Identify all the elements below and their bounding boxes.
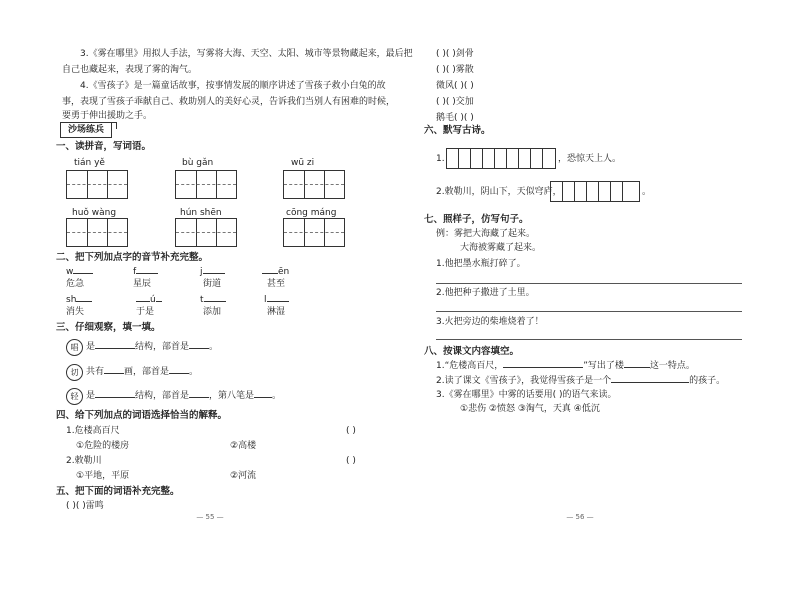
q7-2-answer-line[interactable] xyxy=(436,311,742,312)
q5-item-2[interactable]: ( )( )剑骨 xyxy=(436,49,474,59)
phonetic-4: ēn xyxy=(278,267,290,277)
phonetic-1: w xyxy=(66,267,74,277)
q5-item-1[interactable]: ( )( )雷鸣 xyxy=(66,501,104,511)
q3c-text-3: ，第八笔是 xyxy=(209,391,255,401)
section-8-title: 八、按课文内容填空。 xyxy=(424,346,520,357)
q4-1: 1.危楼高百尺 xyxy=(66,426,120,436)
phonetic-blank-3[interactable] xyxy=(203,273,225,274)
q7-3: 3.火把旁边的柴堆烧着了！ xyxy=(436,317,544,327)
writing-grid-4[interactable] xyxy=(66,218,128,247)
q8-2-text-a: 2.读了课文《雪孩子》，我觉得雪孩子是一个 xyxy=(436,376,612,386)
char-circle-qing: 轻 xyxy=(66,388,83,405)
word-2: 星辰 xyxy=(133,279,152,289)
q3a-blank-1[interactable] xyxy=(95,348,135,349)
q3b-blank-1[interactable] xyxy=(104,373,124,374)
writing-grid-3[interactable] xyxy=(283,170,345,199)
section-6-title: 六、默写古诗。 xyxy=(424,125,491,136)
q8-2-blank[interactable] xyxy=(611,382,689,383)
pinyin-2: bù gǎn xyxy=(182,158,214,168)
pinyin-3: wū zi xyxy=(291,158,315,168)
q5-item-6[interactable]: ( )( )交加 xyxy=(436,97,474,107)
q8-1-text-c: 这一特点。 xyxy=(649,361,695,371)
q4-2-opt-b[interactable]: ②河流 xyxy=(230,471,257,481)
section-1-title: 一、读拼音，写词语。 xyxy=(56,141,152,152)
q3a-text-3: 。 xyxy=(209,342,219,352)
q7-3-answer-line[interactable] xyxy=(436,339,742,340)
poem-1-tail: ，恐惊天上人。 xyxy=(558,154,622,164)
writing-grid-6[interactable] xyxy=(283,218,345,247)
text-p3b: 自己也藏起来，表现了雾的淘气。 xyxy=(62,65,198,75)
pinyin-5: hún shēn xyxy=(180,208,222,218)
phonetic-8: l xyxy=(264,295,267,305)
q8-1-text-a: 1.“危楼高百尺， xyxy=(436,361,504,371)
q5-item-3[interactable]: ( )( )雾散 xyxy=(436,65,474,75)
q3c-text-4: 。 xyxy=(272,391,282,401)
phonetic-blank-8[interactable] xyxy=(267,301,289,302)
text-p4: 4.《雪孩子》是一篇童话故事，按事情发展的顺序讲述了雪孩子救小白兔的故 xyxy=(80,81,386,91)
q5-item-4[interactable]: 微风( )( ) xyxy=(436,81,474,91)
text-p4b: 事，表现了雪孩子乖献自己、救助别人的美好心灵，告诉我们当别人有困难的时候， xyxy=(62,97,396,107)
example-1: 例：雾把大海藏了起来。 xyxy=(436,229,536,239)
q3c-text-1: 是 xyxy=(86,391,96,401)
q3b-text-2: 画，部首是 xyxy=(124,367,170,377)
poem-2-input[interactable] xyxy=(550,181,640,202)
text-p4c: 要勇于伸出援助之手。 xyxy=(62,111,153,121)
phonetic-5: sh xyxy=(66,295,77,305)
phonetic-blank-6[interactable] xyxy=(136,301,150,302)
poem-1-num: 1. xyxy=(436,154,445,164)
phonetic-blank-2[interactable] xyxy=(136,273,158,274)
q3b-text-3: 。 xyxy=(189,367,199,377)
phonetic-blank-6b[interactable] xyxy=(156,301,162,302)
section-7-title: 七、照样子，仿写句子。 xyxy=(424,214,529,225)
word-3: 街道 xyxy=(203,279,222,289)
phonetic-blank-7[interactable] xyxy=(204,301,226,302)
word-1: 危急 xyxy=(66,279,85,289)
q3a-text-1: 是 xyxy=(86,342,96,352)
phonetic-6: ú xyxy=(150,295,156,305)
q7-1: 1.他把墨水瓶打碎了。 xyxy=(436,259,526,269)
char-circle-chang: 唱 xyxy=(66,339,83,356)
word-6: 于是 xyxy=(136,307,155,317)
pinyin-1: tián yě xyxy=(74,158,105,168)
writing-grid-1[interactable] xyxy=(66,170,128,199)
poem-1-input[interactable] xyxy=(446,148,556,169)
section-5-title: 五、把下面的词语补充完整。 xyxy=(56,486,180,497)
q8-1-text-b: ”写出了楼 xyxy=(583,361,624,371)
q3a-blank-2[interactable] xyxy=(189,348,209,349)
poem-2-text: 2.敕勒川，阴山下，天似穹庐， xyxy=(436,187,562,197)
writing-grid-5[interactable] xyxy=(175,218,237,247)
q4-2-opt-a[interactable]: ①平地，平原 xyxy=(76,471,130,481)
q4-2-answer[interactable]: ( ) xyxy=(346,456,356,466)
q4-1-opt-b[interactable]: ②高楼 xyxy=(230,441,257,451)
q3c-blank-3[interactable] xyxy=(254,397,272,398)
q8-3: 3.《雾在哪里》中雾的话要用( )的语气来读。 xyxy=(436,390,617,400)
q8-3-options[interactable]: ①悲伤 ②愤怒 ③淘气，天真 ④低沉 xyxy=(460,404,600,414)
word-5: 消失 xyxy=(66,307,85,317)
section-3-title: 三、仔细观察，填一填。 xyxy=(56,322,161,333)
q8-2-text-b: 的孩子。 xyxy=(689,376,726,386)
phonetic-2: f xyxy=(133,267,137,277)
poem-2-tail: 。 xyxy=(642,187,652,197)
page-number-left: — 55 — xyxy=(196,513,224,521)
pinyin-4: huǒ wàng xyxy=(72,208,117,218)
q3a-text-2: 结构，部首是 xyxy=(135,342,190,352)
section-4-title: 四、给下列加点的词语选择恰当的解释。 xyxy=(56,410,228,421)
section-2-title: 二、把下列加点字的音节补充完整。 xyxy=(56,252,209,263)
q3b-blank-2[interactable] xyxy=(169,373,189,374)
right-page xyxy=(400,0,800,589)
word-8: 淋湿 xyxy=(267,307,286,317)
word-4: 甚至 xyxy=(267,279,286,289)
writing-grid-2[interactable] xyxy=(175,170,237,199)
q3c-blank-1[interactable] xyxy=(95,397,135,398)
char-circle-qie: 切 xyxy=(66,364,83,381)
q8-1-blank-1[interactable] xyxy=(503,367,583,368)
word-7: 添加 xyxy=(203,307,222,317)
phonetic-blank-5[interactable] xyxy=(76,301,92,302)
q3c-blank-2[interactable] xyxy=(189,397,209,398)
practice-tag: 沙场练兵 xyxy=(60,122,112,138)
q4-2: 2.敕勒川 xyxy=(66,456,102,466)
q5-item-5[interactable]: 鹅毛( )( ) xyxy=(436,113,474,123)
q3b-text-1: 共有 xyxy=(86,367,105,377)
example-2: 大海被雾藏了起来。 xyxy=(460,243,542,253)
phonetic-blank-4[interactable] xyxy=(262,273,278,274)
phonetic-7: t xyxy=(200,295,204,305)
q4-1-opt-a[interactable]: ①危险的楼房 xyxy=(76,441,130,451)
q8-1-blank-2[interactable] xyxy=(624,367,650,368)
q4-1-answer[interactable]: ( ) xyxy=(346,426,356,436)
phonetic-3: j xyxy=(200,267,203,277)
text-p3: 3.《雾在哪里》用拟人手法，写雾将大海、天空、太阳、城市等景物藏起来，最后把 xyxy=(80,49,413,59)
pinyin-6: cōng máng xyxy=(286,208,337,218)
q7-1-answer-line[interactable] xyxy=(436,283,742,284)
phonetic-blank-1[interactable] xyxy=(73,273,93,274)
q3c-text-2: 结构，部首是 xyxy=(135,391,190,401)
q7-2: 2.他把种子撒进了土里。 xyxy=(436,288,535,298)
page-number-right: — 56 — xyxy=(566,513,594,521)
